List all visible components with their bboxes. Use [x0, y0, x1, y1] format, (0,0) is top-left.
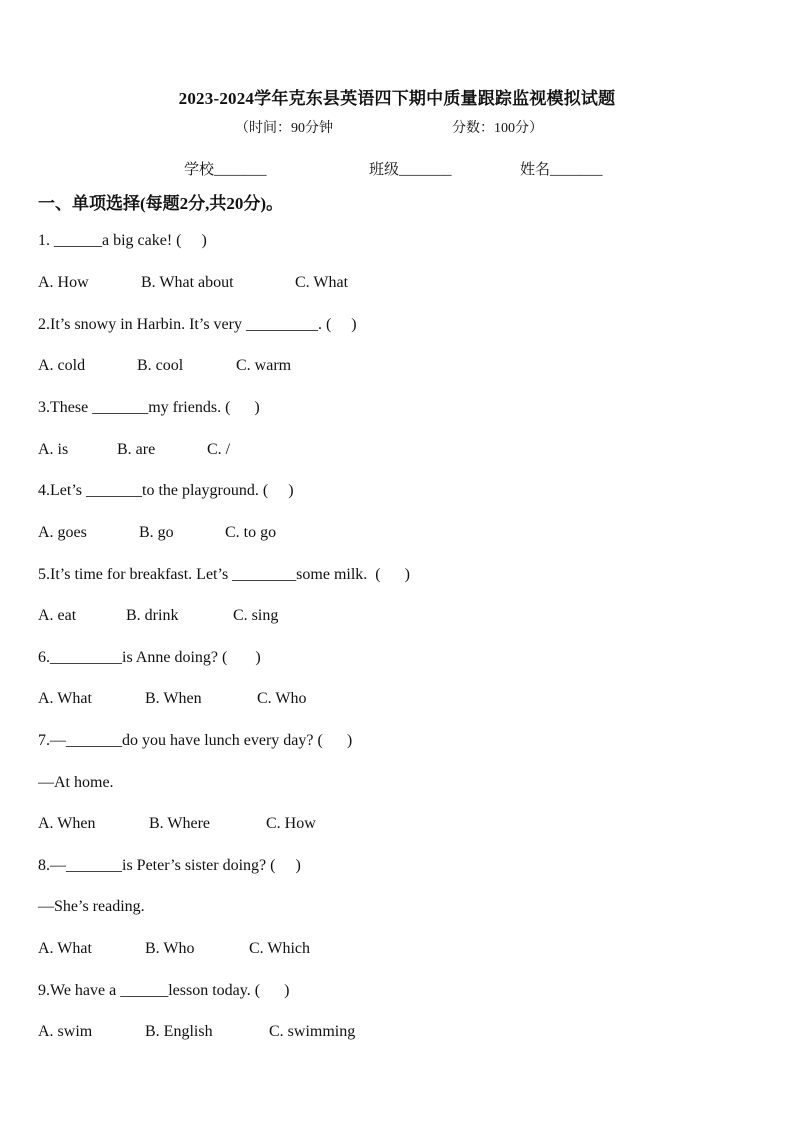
- option-a: A. What: [38, 940, 92, 957]
- option-a: A. cold: [38, 357, 86, 374]
- option-c: C. Which: [249, 940, 311, 957]
- option-b: B. cool: [137, 357, 184, 374]
- name-field: 姓名_______: [520, 162, 603, 178]
- school-field: 学校_______: [184, 162, 267, 178]
- question-options: [38, 1023, 758, 1045]
- section-heading: 一、单项选择(每题2分,共20分)。: [38, 194, 284, 213]
- question-stem: 5.It’s time for breakfast. Let’s ________some milk. ( ): [38, 566, 410, 583]
- question-options: [38, 690, 758, 712]
- option-a: A. How: [38, 274, 89, 291]
- option-a: A. What: [38, 690, 92, 707]
- option-c: C. to go: [225, 524, 277, 541]
- question-options: [38, 274, 758, 296]
- option-b: B. When: [145, 690, 202, 707]
- question-stem: 2.It’s snowy in Harbin. It’s very _________. ( ): [38, 316, 357, 333]
- option-c: C. What: [295, 274, 349, 291]
- question-stem: 7.—_______do you have lunch every day? ( ): [38, 732, 353, 749]
- class-field: 班级_______: [369, 162, 452, 178]
- question-options: [38, 815, 758, 837]
- dialogue-reply: —She’s reading.: [38, 898, 145, 915]
- option-b: B. are: [117, 441, 156, 458]
- question-stem: 9.We have a ______lesson today. ( ): [38, 982, 290, 999]
- question-options: [38, 524, 758, 546]
- option-b: B. drink: [126, 607, 179, 624]
- question-options: [38, 940, 758, 962]
- option-a: A. eat: [38, 607, 77, 624]
- option-b: B. What about: [141, 274, 234, 291]
- dialogue-reply: —At home.: [38, 774, 114, 791]
- question-stem: 1. ______a big cake! ( ): [38, 232, 207, 249]
- question-stem: 3.These _______my friends. ( ): [38, 399, 260, 416]
- option-b: B. Where: [149, 815, 211, 832]
- option-b: B. go: [139, 524, 174, 541]
- question-stem: 6._________is Anne doing? ( ): [38, 649, 261, 666]
- question-stem: 4.Let’s _______to the playground. ( ): [38, 482, 294, 499]
- option-a: A. is: [38, 441, 69, 458]
- option-b: B. Who: [145, 940, 195, 957]
- total-score: 分数：100分）: [452, 121, 543, 136]
- option-c: C. swimming: [269, 1023, 356, 1040]
- option-a: A. swim: [38, 1023, 93, 1040]
- option-a: A. When: [38, 815, 96, 832]
- option-c: C. Who: [257, 690, 307, 707]
- question-options: [38, 357, 758, 379]
- page-title: 2023-2024学年克东县英语四下期中质量跟踪监视模拟试题: [178, 89, 616, 108]
- option-c: C. How: [266, 815, 316, 832]
- option-c: C. warm: [236, 357, 292, 374]
- option-a: A. goes: [38, 524, 87, 541]
- question-options: [38, 441, 758, 463]
- question-stem: 8.—_______is Peter’s sister doing? ( ): [38, 857, 301, 874]
- option-c: C. /: [207, 441, 231, 458]
- option-c: C. sing: [233, 607, 279, 624]
- time-limit: （时间：90分钟: [235, 121, 333, 136]
- option-b: B. English: [145, 1023, 213, 1040]
- question-options: [38, 607, 758, 629]
